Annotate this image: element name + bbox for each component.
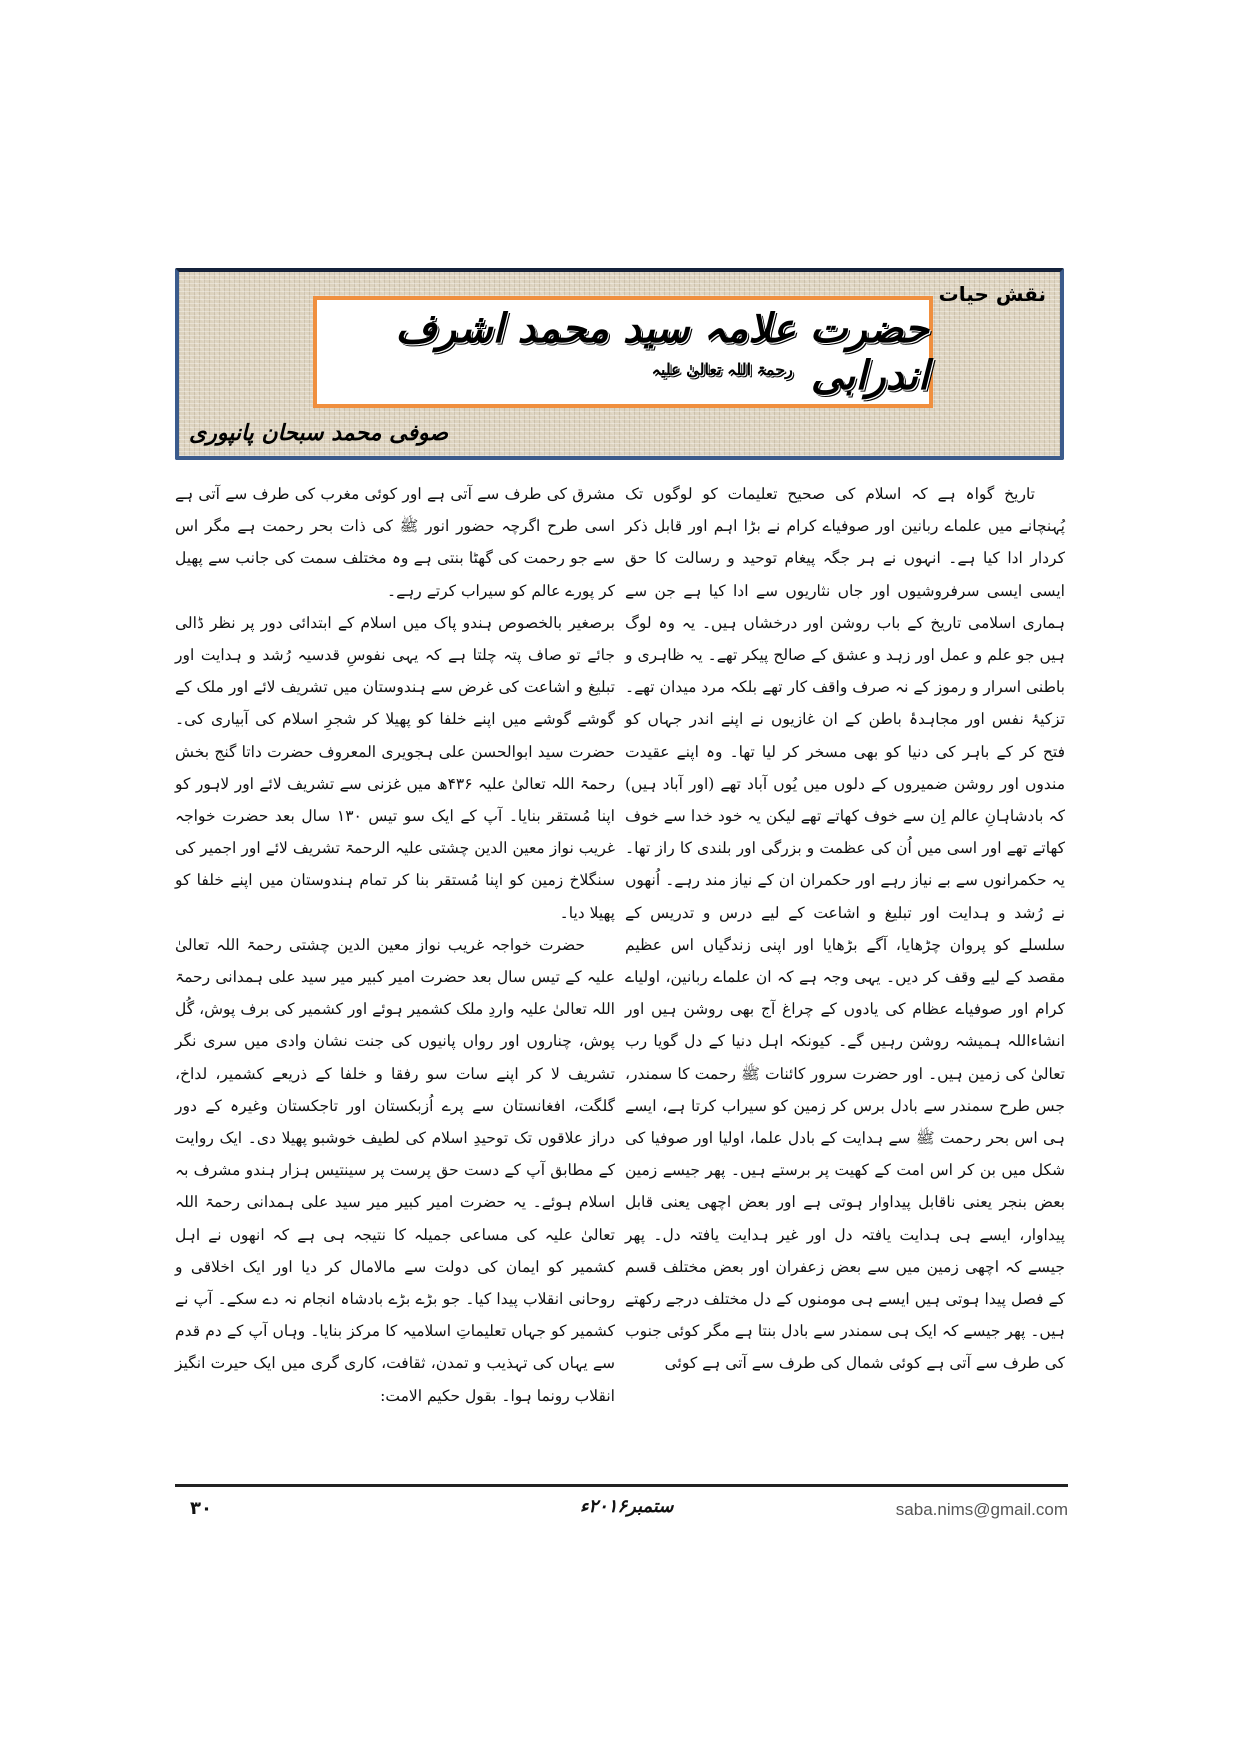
footer-divider	[175, 1484, 1068, 1487]
paragraph: تاریخ گواہ ہے کہ اسلام کی صحیح تعلیمات کو لوگوں تک پُہنچانے میں علماے ربانین اور صوفیاے کرام نے بڑا اہم اور قابل ذکر کردار ادا کیا ہے۔ انہوں نے ہر جگہ پیغام توحید و رسالت کا حق ایسی ایسی سرفروشیوں اور جاں نثاریوں سے ادا کیا ہے جن سے ہماری اسلامی تاریخ کے باب روشن اور درخشاں ہیں۔ یہ وہ لوگ ہیں جو علم و عمل اور زہد و عشق کے صالح پیکر تھے۔ یہ ظاہری و باطنی اسرار و رموز کے نہ صرف واقف کار تھے بلکہ مرد میدان تھے۔ تزکیۂ نفس اور مجاہدۂ باطن کے ان غازیوں نے اپنے اندر جہاں کو فتح کر کے باہر کی دنیا کو بھی مسخر کر لیا تھا۔ وہ اپنے عقیدت مندوں اور روشن ضمیروں کے دلوں میں یُوں آباد تھے (اور آباد ہیں) کہ بادشاہانِ عالم اِن سے خوف کھاتے تھے لیکن یہ خود خدا سے خوف کھاتے تھے اور اسی میں اُن کی عظمت و بزرگی اور بلندی کا راز تھا۔ یہ حکمرانوں سے بے نیاز رہے اور حکمران ان کے نیاز مند رہے۔ اُنھوں نے رُشد و ہدایت اور تبلیغ و اشاعت کے لیے درس و تدریس کے سلسلے کو پروان چڑھایا، آگے بڑھایا اور اپنی زندگیاں اس عظیم مقصد کے لیے وقف کر دیں۔ یہی وجہ ہے کہ ان علماے ربانین، اولیاے کرام اور صوفیاے عظام کی یادوں کے چراغ آج بھی روشن ہیں اور انشاءاللہ ہمیشہ روشن رہیں گے۔ کیونکہ اہل دنیا کے دل گویا رب تعالیٰ کی زمین ہیں۔ اور حضرت سرور کائنات ﷺ رحمت کا سمندر، جس طرح سمندر سے بادل برس کر زمین کو سیراب کرتا ہے، ایسے ہی اس بحر رحمت ﷺ سے ہدایت کے بادل علما، اولیا اور صوفیا کی شکل میں بن کر اس امت کے کھیت پر برستے ہیں۔ پھر جیسے زمین بعض بنجر یعنی ناقابل پیداوار ہوتی ہے اور بعض اچھی یعنی قابل پیداوار، ایسے ہی ہدایت یافتہ دل اور غیر ہدایت یافتہ دل۔ پھر جیسے کہ اچھی زمین میں سے بعض زعفران اور بعض مختلف قسم کے فصل پیدا ہوتی ہیں ایسے ہی مومنوں کے دل مختلف درجے رکھتے ہیں۔ پھر جیسے کہ ایک ہی سمندر سے بادل بنتا ہے مگر کوئی جنوب کی طرف سے آتی ہے کوئی شمال کی طرف سے آتی ہے کوئی	[625, 485, 1065, 1373]
article-title-text: حضرت علامہ سید محمد اشرف اندرابی	[395, 305, 929, 399]
section-label: نقش حیات	[938, 282, 1046, 306]
paragraph: مشرق کی طرف سے آتی ہے اور کوئی مغرب کی طرف سے آتی ہے اسی طرح اگرچہ حضور انور ﷺ کی ذات بحر رحمت ہے مگر اس سے جو رحمت کی گھٹا بنتی ہے وہ مختلف سمت کی جانب سے پھیل کر پورے عالم کو سیراب کرتے رہے۔	[175, 485, 615, 600]
title-box	[313, 296, 933, 408]
paragraph: برصغیر بالخصوص ہندو پاک میں اسلام کے ابتدائی دور پر نظر ڈالی جائے تو صاف پتہ چلتا ہے کہ یہی نفوسِ قدسیہ رُشد و ہدایت اور تبلیغ و اشاعت کی غرض سے ہندوستان میں تشریف لائے اور ملک کے گوشے گوشے میں اپنے خلفا کو پھیلا کر شجرِ اسلام کی آبیاری کی۔ حضرت سید ابوالحسن علی ہجویری المعروف حضرت داتا گنج بخش رحمۃ اللہ تعالیٰ علیہ ۴۳۶ھ میں غزنی سے تشریف لائے اور لاہور کو اپنا مُستقر بنایا۔ آپ کے ایک سو تیس ۱۳۰ سال بعد حضرت خواجہ غریب نواز معین الدین چشتی علیہ الرحمۃ تشریف لائے اور اجمیر کی سنگلاخ زمین کو اپنا مُستقر بنا کر تمام ہندوستان میں اپنے خلفا کو پھیلا دیا۔	[175, 613, 616, 922]
honorific-icon: رحمۃ اللہ تعالیٰ علیہ	[651, 359, 793, 379]
article-column-left	[175, 478, 615, 1412]
author-byline: صوفی محمد سبحان پانپوری	[189, 420, 449, 446]
article-header-banner	[175, 268, 1064, 460]
issue-date: ستمبر۲۰۱۶ء	[580, 1496, 674, 1517]
page-number: ۳۰	[190, 1498, 212, 1519]
article-title	[317, 305, 929, 399]
article-column-right	[625, 478, 1065, 1380]
paragraph: حضرت خواجہ غریب نواز معین الدین چشتی رحمۃ اللہ تعالیٰ علیہ کے تیس سال بعد حضرت امیر کبیر میر سید علی ہمدانی رحمۃ اللہ تعالیٰ علیہ واردِ ملک کشمیر ہوئے اور کشمیر کی برف پوش، گُل پوش، چناروں اور رواں پانیوں کی جنت نشان وادی میں سری نگر تشریف لا کر اپنے سات سو رفقا و خلفا کے ذریعے کشمیر، لداخ، گلگت، افغانستان سے پرے اُزبکستان اور تاجکستان وغیرہ کے دور دراز علاقوں تک توحیدِ اسلام کی لطیف خوشبو پھیلا دی۔ ایک روایت کے مطابق آپ کے دست حق پرست پر سینتیس ہزار ہندو مشرف بہ اسلام ہوئے۔ یہ حضرت امیر کبیر میر سید علی ہمدانی رحمۃ اللہ تعالیٰ علیہ کی مساعی جمیلہ کا نتیجہ ہی ہے کہ انھوں نے اہل کشمیر کو ایمان کی دولت سے مالامال کر دیا اور ایک اخلاقی و روحانی انقلاب پیدا کیا۔ جو بڑے بڑے بادشاہ انجام نہ دے سکے۔ آپ نے کشمیر کو جہاں تعلیماتِ اسلامیہ کا مرکز بنایا۔ وہاں آپ کے دم قدم سے یہاں کی تہذیب و تمدن، ثقافت، کاری گری میں ایک حیرت انگیز انقلاب رونما ہوا۔ بقول حکیم الامت:	[175, 935, 615, 1405]
contact-email[interactable]: saba.nims@gmail.com	[895, 1500, 1068, 1519]
